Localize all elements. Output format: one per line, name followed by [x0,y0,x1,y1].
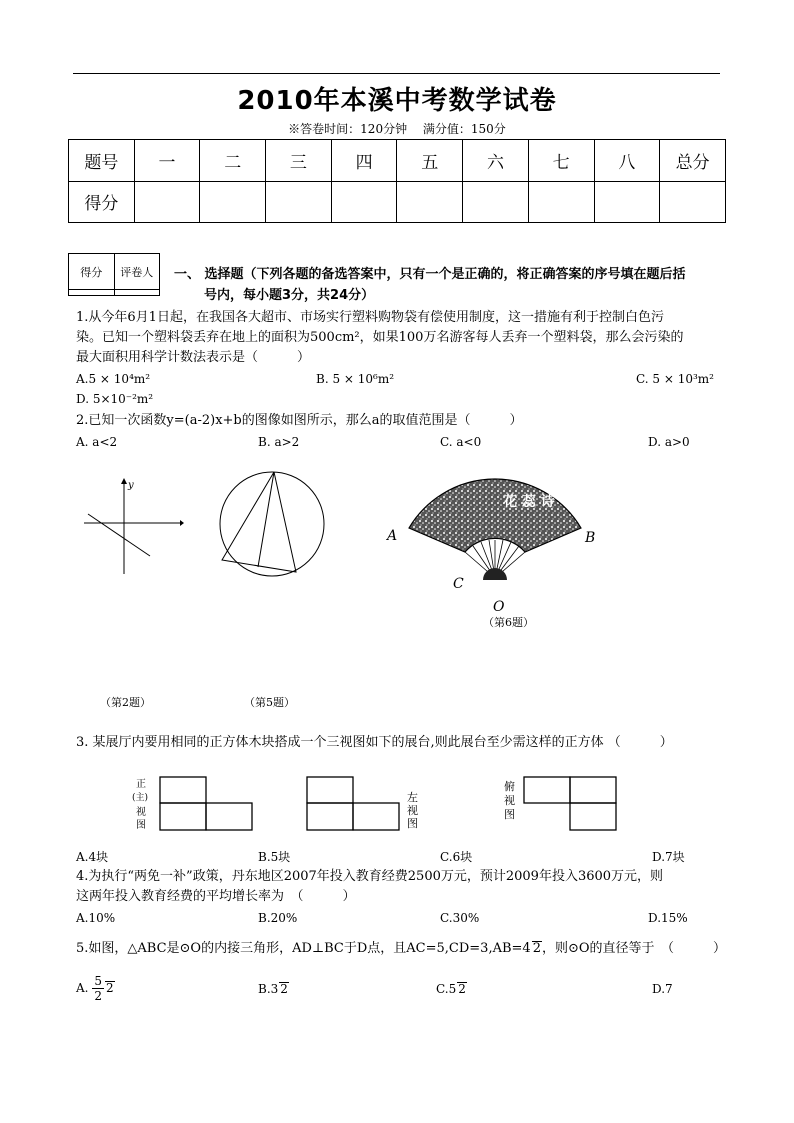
q4-option-a: A.10% [76,911,116,925]
score-table [68,139,726,223]
exam-title: 2010年本溪中考数学试卷 [237,86,557,116]
fan-figure [383,460,605,616]
fan-label-c: C [453,576,464,592]
section-heading: 一、 选择题（下列各题的备选答案中，只有一个是正确的，将正确答案的序号填在题后括 号内，每小题3分，共24分） [174,267,686,303]
y-axis-label: y [128,480,134,491]
score-table-header-row [69,140,726,182]
score-col-2: 二 [200,140,266,182]
grader-score-label: 得分 [69,254,115,290]
fan-label-a: A [387,528,398,544]
left-view-char: 视 [407,804,418,817]
score-row-label: 题号 [69,140,135,182]
score-col-5: 五 [397,140,463,182]
q2-option-c: C. a<0 [440,435,482,449]
fan-label-b: B [585,530,596,546]
q3-option-b: B.5块 [258,850,291,864]
left-view-char: 图 [407,817,418,830]
caption-q2: （第2题） [100,696,151,709]
score-cell [594,181,660,223]
left-view-figure [305,775,435,835]
sqrt-radical: 2 [105,981,114,995]
score-col-8: 八 [594,140,660,182]
line-graph-figure [84,476,184,576]
front-view-char: (主) [132,793,149,803]
score-cell [463,181,529,223]
caption-q6: （第6题） [483,616,534,629]
top-view-char: 俯 [504,780,515,793]
grader-name-cell [114,290,160,296]
score-col-7: 七 [528,140,594,182]
score-cell [200,181,266,223]
q4-option-b: B.20% [258,911,298,925]
sqrt-radical: 2 [280,982,288,996]
score-cell [528,181,594,223]
top-view-figure [500,775,630,835]
full-score: 满分值：150分 [422,122,506,136]
fan-calligraphy: 花 蕊 诗 [503,494,555,510]
score-col-6: 六 [463,140,529,182]
fan-pivot [483,568,507,580]
q2-option-d: D. a>0 [648,435,690,449]
grader-name-label: 评卷人 [114,254,160,290]
top-view-char: 图 [504,808,515,821]
sqrt-radical: 2 [458,982,466,996]
question-5: 5.如图，△ABC是⊙O的内接三角形，AD⊥BC于D点，且AC=5,CD=3,AB=4 2，则⊙O的直径等于 （ ） [76,941,727,956]
score-table-score-row [69,181,726,223]
question-2: 2.已知一次函数y=(a-2)x+b的图像如图所示，那么a的取值范围是（ ） [76,413,523,428]
q3-option-a: A.4块 [76,850,109,864]
header-rule [73,73,720,74]
q5-option-a: A. $\frac{5}{2}$ 2 [76,974,114,1003]
caption-q5: （第5题） [244,696,295,709]
score-cell [266,181,332,223]
q3-option-c: C.6块 [440,850,473,864]
score-row-label: 得分 [69,181,135,223]
question-4: 4.为执行“两免一补”政策，丹东地区2007年投入教育经费2500万元，预计2009年投入3600万元，则 这两年投入教育经费的平均增长率为 （ ） [76,869,664,904]
fan-label-o: O [493,599,505,615]
score-col-1: 一 [134,140,200,182]
q2-option-a: A. a<2 [76,435,118,449]
sqrt-radical: 2 [532,941,541,956]
q1-option-b: B. 5 × 10⁶m² [316,372,395,386]
time-info: ※答卷时间：120分钟 [288,122,408,136]
score-cell [660,181,726,223]
score-col-total: 总分 [660,140,726,182]
q3-option-d: D.7块 [652,850,685,864]
q5-option-c: C.5 2 [436,982,466,996]
top-view-char: 视 [504,794,515,807]
score-col-4: 四 [331,140,397,182]
q5-option-b: B.3 2 [258,982,288,996]
q2-option-b: B. a>2 [258,435,300,449]
front-view-char: 图 [136,820,146,831]
grader-table [68,253,160,296]
score-col-3: 三 [266,140,332,182]
question-3: 3. 某展厅内要用相同的正方体木块搭成一个三视图如下的展台,则此展台至少需这样的正方体 （ ） [76,735,673,750]
fraction: $\frac{5}{2}$ [94,974,102,1003]
score-cell [397,181,463,223]
left-view-char: 左 [407,791,418,804]
exam-subtitle [0,120,794,137]
circle-triangle-figure [216,468,328,580]
q1-option-a: A.5 × 10⁴m² [76,372,151,386]
front-view-figure [132,775,262,835]
front-view-char: 视 [136,807,146,818]
q1-option-c: C. 5 × 10³m² [636,372,714,386]
q4-option-c: C.30% [440,911,480,925]
score-cell [134,181,200,223]
q4-option-d: D.15% [648,911,688,925]
q5-option-d: D.7 [652,982,673,996]
question-1: 1.从今年6月1日起，在我国各大超市、市场实行塑料购物袋有偿使用制度，这一措施有利于控制白色污 染。已知一个塑料袋丢弃在地上的面积为500cm²，如果100万名游客每人丢弃一个塑料袋，那么会污染的 最大面积用科学计数法表示是（ ） [76,310,684,365]
q1-option-d: D. 5×10⁻²m² [76,392,154,406]
grader-score-cell [69,290,115,296]
front-view-char: 正 [136,779,146,790]
score-cell [331,181,397,223]
